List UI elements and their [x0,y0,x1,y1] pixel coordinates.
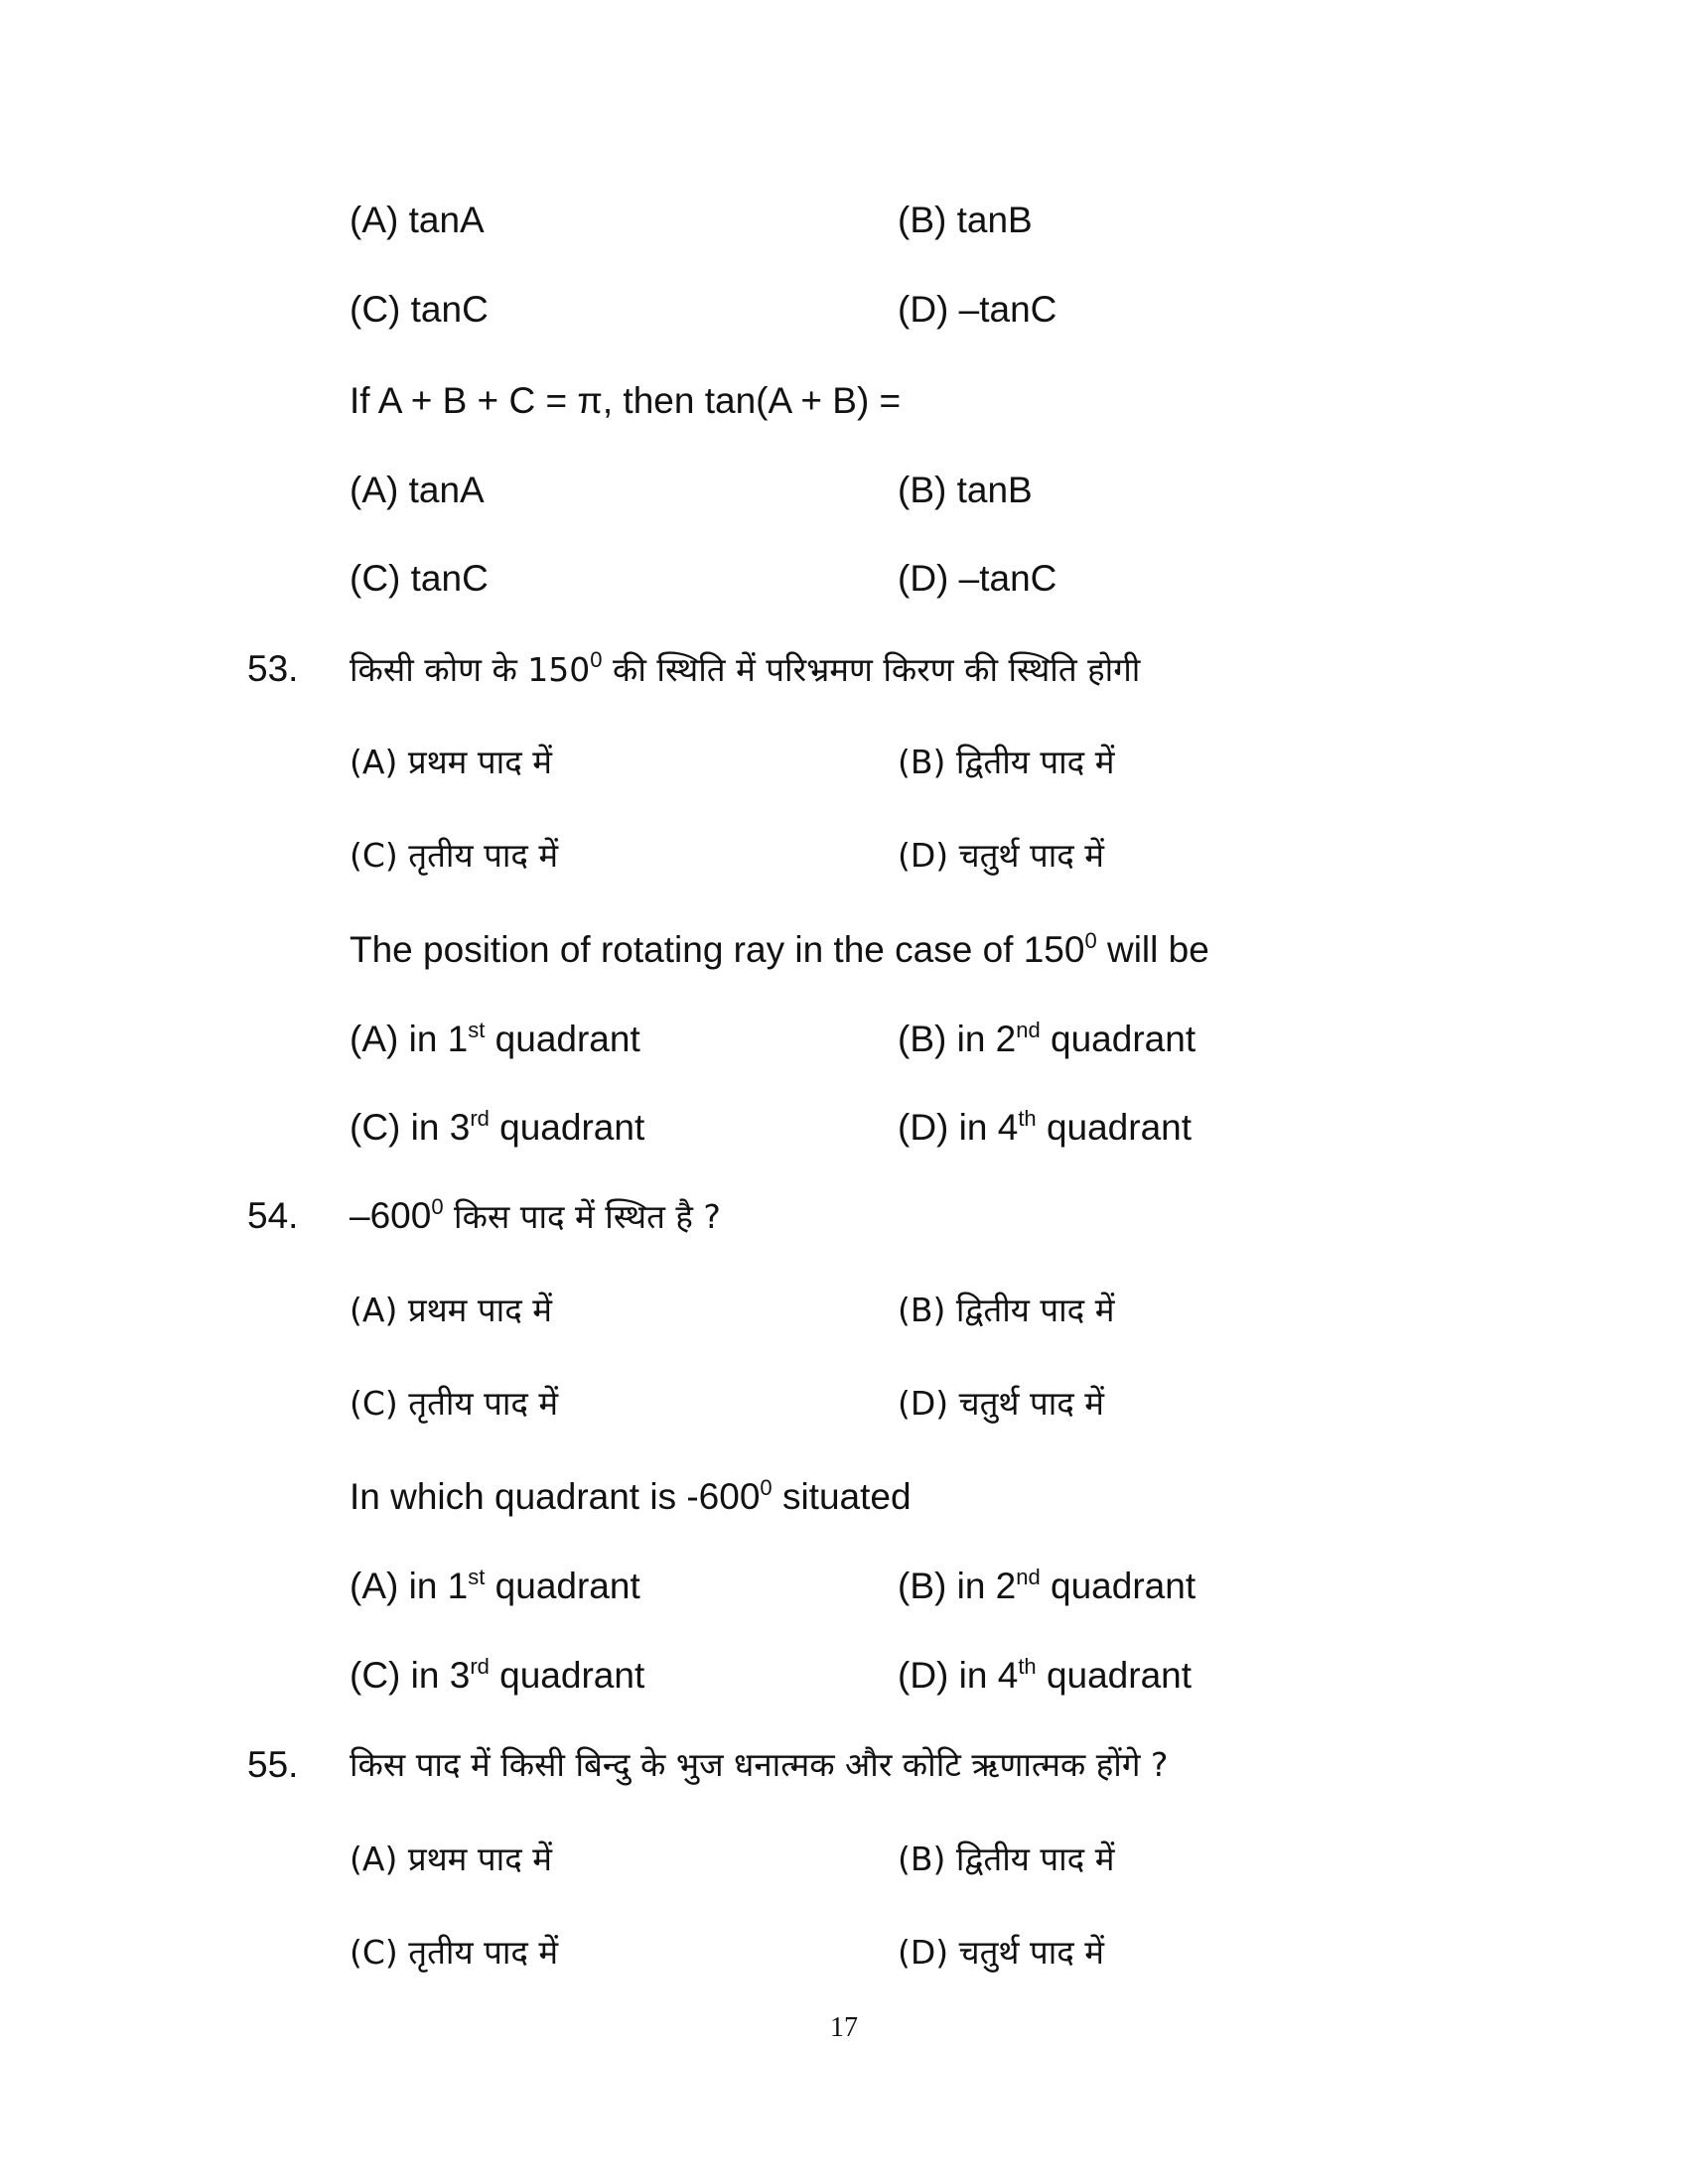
q54-hi-question-post: किस पाद में स्थित है ? [443,1197,721,1236]
option-text: (A) in 1 [350,1019,469,1059]
option-text: quadrant [489,1107,645,1148]
option-text: (D) in 4 [898,1655,1019,1696]
option-text: quadrant [1036,1107,1193,1148]
option-text: (B) in 2 [898,1566,1017,1606]
page-number: 17 [830,2012,858,2043]
option-text: quadrant [485,1566,640,1606]
q55-hi-option-b: (B) द्वितीय पाद में [898,1840,1115,1878]
q53-hi-option-a: (A) प्रथम पाद में [350,743,552,781]
q54-en-question-pre: In which quadrant is -600 [350,1476,761,1517]
q53-hi-option-d: (D) चतुर्थ पाद में [898,836,1105,875]
option-text: quadrant [1036,1655,1193,1696]
q53-hi-option-b: (B) द्वितीय पाद में [898,743,1115,781]
ordinal-sup: th [1018,1654,1037,1679]
ordinal-sup: th [1018,1106,1037,1131]
q53-hi-question-pre: किसी कोण के 150 [350,650,591,689]
q52-en-option-d: (D) –tanC [898,558,1057,599]
degree-sup: 0 [1084,928,1097,953]
q55-hi-option-a: (A) प्रथम पाद में [350,1840,552,1878]
q55-hi-option-d: (D) चतुर्थ पाद में [898,1933,1105,1972]
q53-en-question-post: will be [1096,929,1209,970]
degree-sup: 0 [760,1475,773,1500]
q53-hi-option-c: (C) तृतीय पाद में [350,836,559,875]
q53-hi-question [350,644,1140,695]
q53-hi-question-post: की स्थिति में परिभ्रमण किरण की स्थिति होगी [602,650,1141,689]
ordinal-sup: nd [1016,1018,1041,1042]
option-text: quadrant [1040,1566,1196,1606]
q52-hi-option-a: (A) tanA [350,200,485,240]
option-text: (A) in 1 [350,1566,469,1606]
q53-en-option-d [898,1103,1192,1153]
q52-hi-option-d: (D) –tanC [898,289,1057,330]
q54-hi-question [350,1191,721,1242]
q52-en-question: If A + B + C = π, then tan(A + B) = [350,380,902,421]
ordinal-sup: rd [470,1106,490,1131]
q53-en-question-pre: The position of rotating ray in the case of 150 [350,929,1085,970]
q55-hi-option-c: (C) तृतीय पाद में [350,1933,559,1972]
q53-en-question [350,925,1209,975]
q53-en-option-a [350,1015,640,1064]
q54-en-question-post: situated [772,1476,912,1517]
q54-en-option-d [898,1651,1192,1701]
option-text: (B) in 2 [898,1019,1017,1059]
q54-hi-option-a: (A) प्रथम पाद में [350,1291,552,1329]
q53-en-option-c [350,1103,644,1153]
q54-hi-option-c: (C) तृतीय पाद में [350,1384,559,1423]
ordinal-sup: nd [1016,1565,1041,1589]
q54-hi-option-b: (B) द्वितीय पाद में [898,1291,1115,1329]
question-number-53: 53. [247,648,299,689]
q53-en-option-b [898,1015,1196,1064]
ordinal-sup: rd [470,1654,490,1679]
q54-en-option-a [350,1562,640,1611]
question-number-54: 54. [247,1195,299,1236]
q54-en-option-c [350,1651,644,1701]
option-text: (D) in 4 [898,1107,1019,1148]
ordinal-sup: st [468,1018,486,1042]
q54-hi-question-pre: –600 [350,1195,432,1236]
q55-hi-question: किस पाद में किसी बिन्दु के भुज धनात्मक और कोटि ऋणात्मक होंगे ? [350,1745,1169,1784]
q52-hi-option-b: (B) tanB [898,200,1033,240]
degree-sup: 0 [431,1194,444,1219]
option-text: (C) in 3 [350,1655,471,1696]
option-text: (C) in 3 [350,1107,471,1148]
q54-hi-option-d: (D) चतुर्थ पाद में [898,1384,1105,1423]
option-text: quadrant [1040,1019,1196,1059]
q54-en-question [350,1472,912,1522]
degree-sup: 0 [590,647,603,672]
q52-en-option-a: (A) tanA [350,470,485,510]
q54-en-option-b [898,1562,1196,1611]
ordinal-sup: st [468,1565,486,1589]
q52-en-option-b: (B) tanB [898,470,1033,510]
option-text: quadrant [489,1655,645,1696]
q52-en-option-c: (C) tanC [350,558,489,599]
question-number-55: 55. [247,1744,299,1785]
option-text: quadrant [485,1019,640,1059]
q52-hi-option-c: (C) tanC [350,289,489,330]
